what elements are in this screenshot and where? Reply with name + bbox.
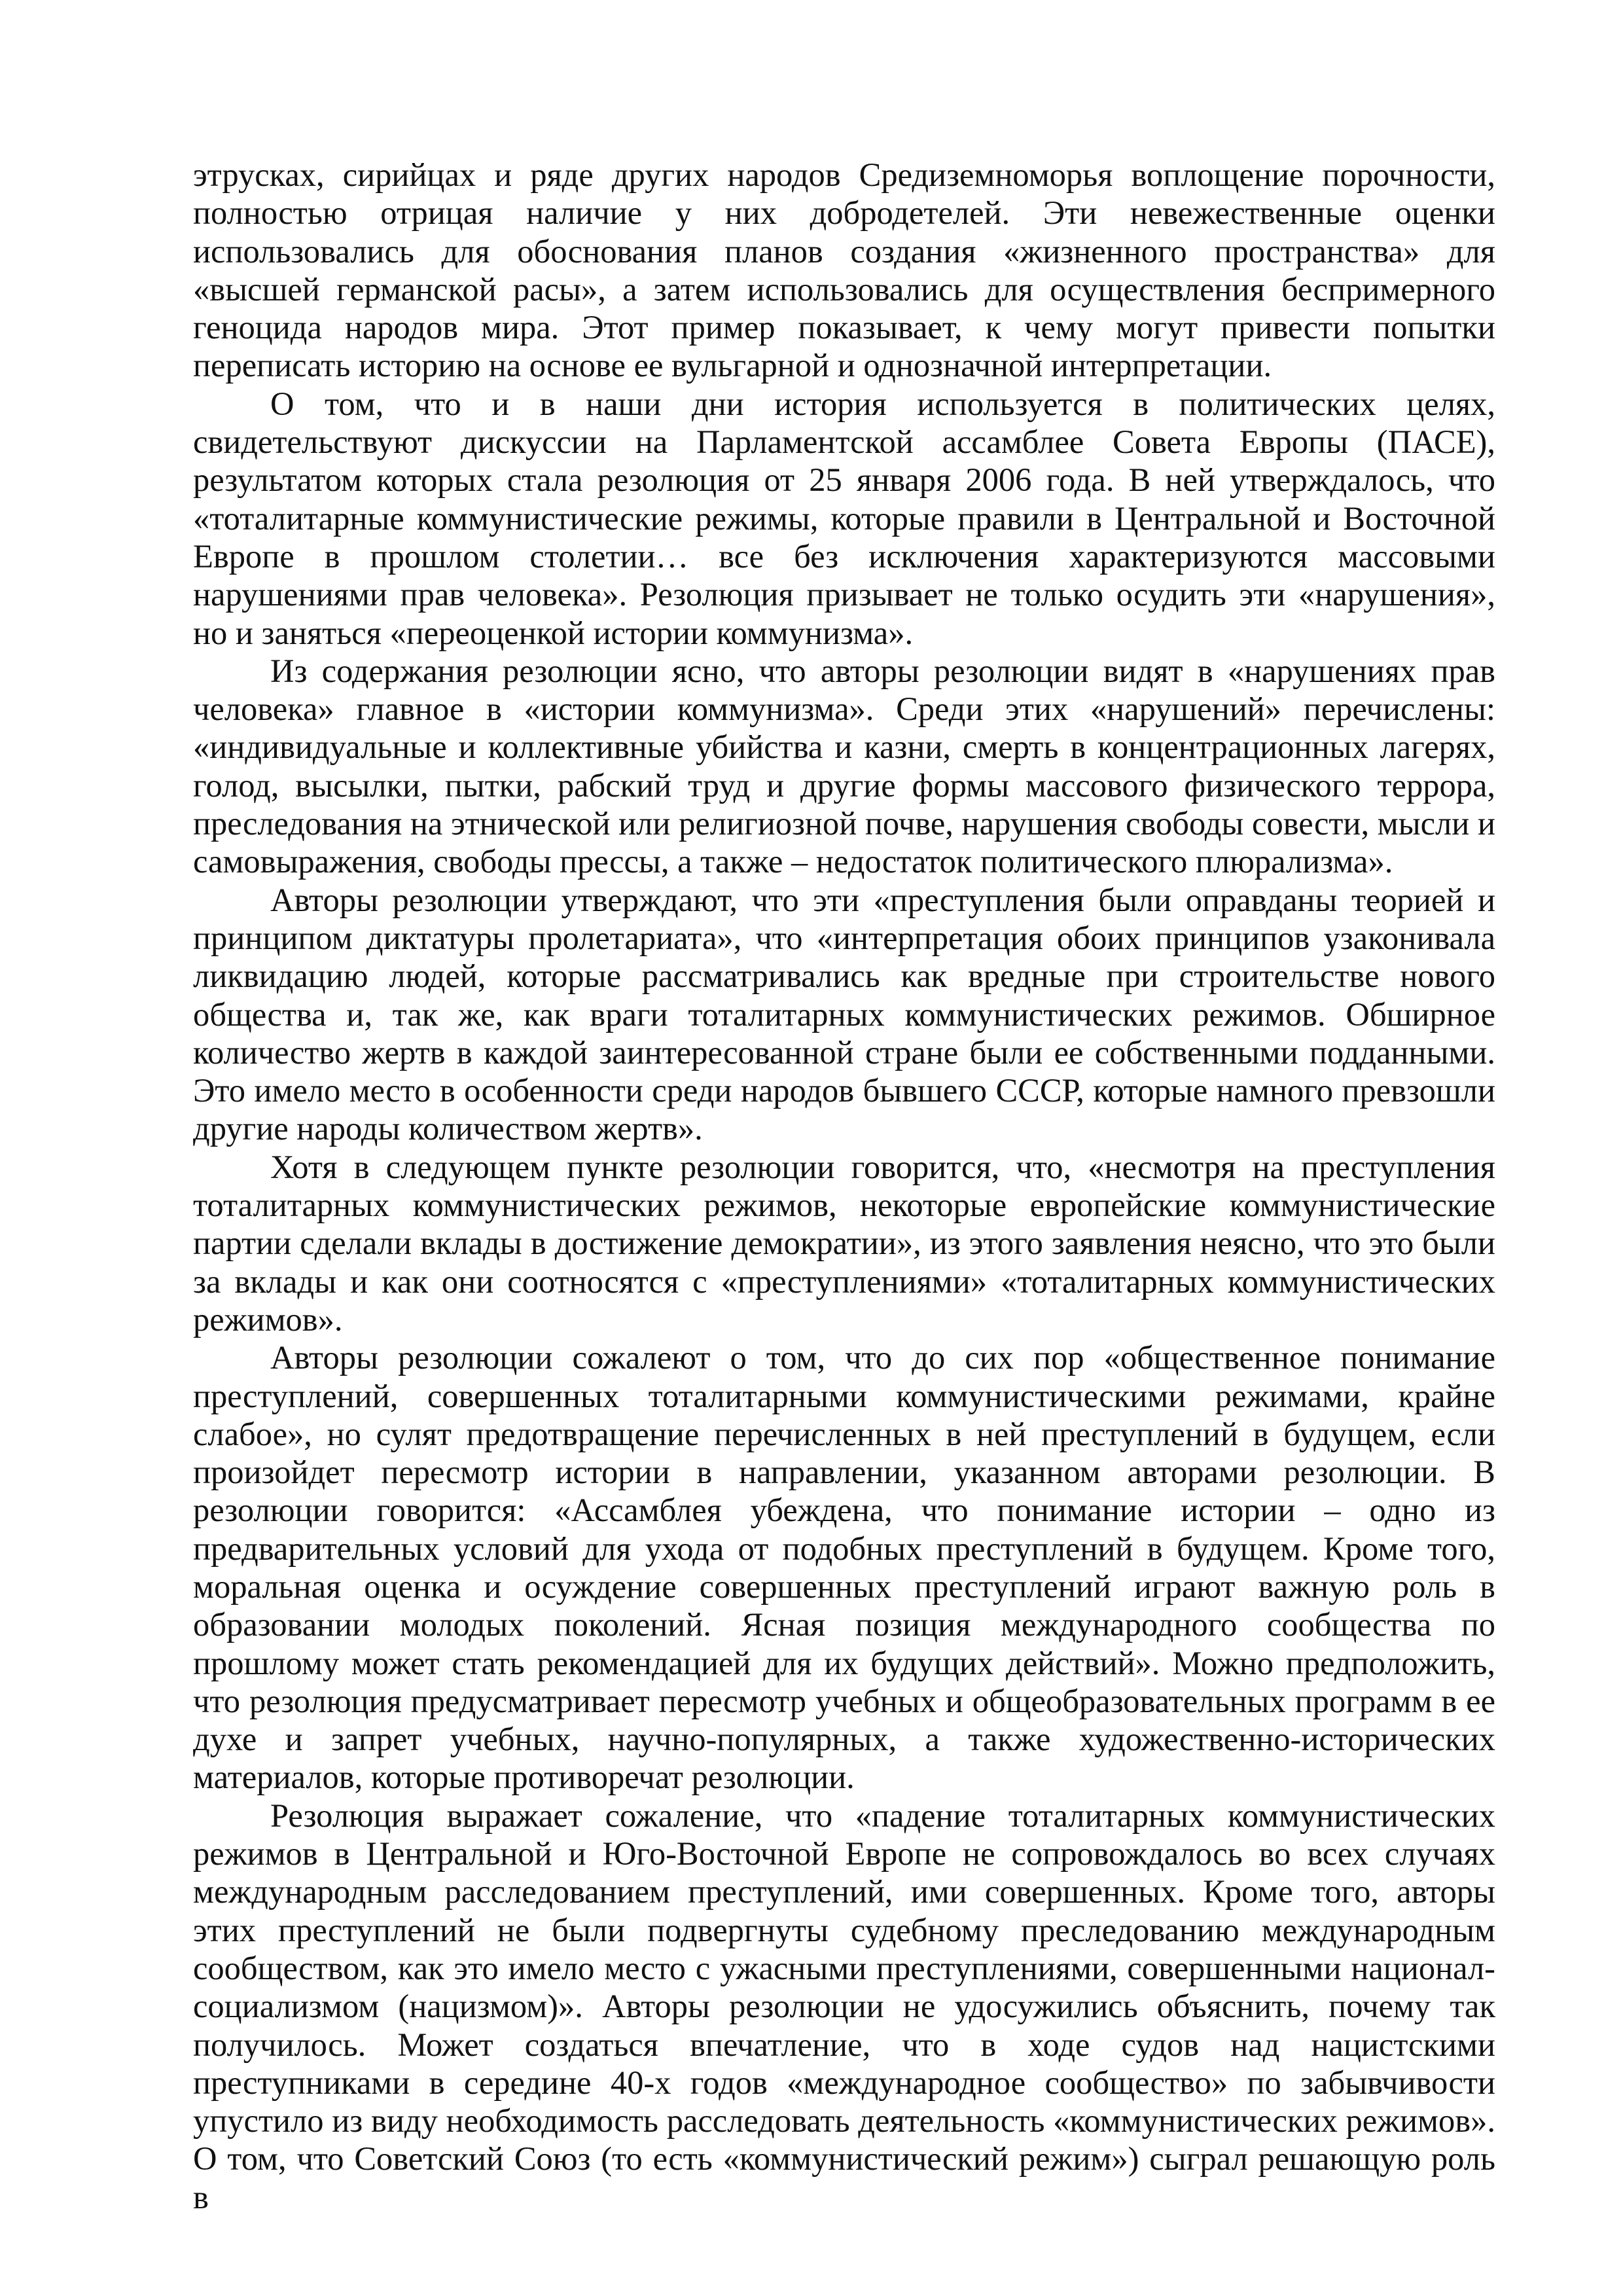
paragraph-4: Авторы резолюции утверждают, что эти «преступления были оправданы теорией и принципом диктатуры пролетариата», что «интерпретация обоих принципов узаконивала ликвидацию людей, которые рассматривались как вредные при строительстве нового общества и, так же, как враги тоталитарных коммунистических режимов. Обширное количество жертв в каждой заинтересованной стране были ее собственными подданными. Это имело место в особенности среди народов бывшего СССР, которые намного превзошли другие народы количеством жертв».: [193, 881, 1495, 1147]
paragraph-1: этрусках, сирийцах и ряде других народов Средиземноморья воплощение порочности, полностью отрицая наличие у них добродетелей. Эти невежественные оценки использовались для обоснования планов создания «жизненного пространства» для «высшей германской расы», а затем использовались для осуществления беспримерного геноцида народов мира. Этот пример показывает, к чему могут привести попытки переписать историю на основе ее вульгарной и однозначной интерпретации.: [193, 156, 1495, 384]
paragraph-2: О том, что и в наши дни история используется в политических целях, свидетельствуют дискуссии на Парламентской ассамблее Совета Европы (ПАСЕ), результатом которых стала резолюция от 25 января 2006 года. В ней утверждалось, что «тоталитарные коммунистические режимы, которые правили в Центральной и Восточной Европе в прошлом столетии… все без исключения характеризуются массовыми нарушениями прав человека». Резолюция призывает не только осудить эти «нарушения», но и заняться «переоценкой истории коммунизма».: [193, 385, 1495, 651]
paragraph-6: Авторы резолюции сожалеют о том, что до сих пор «общественное понимание преступлений, совершенных тоталитарными коммунистическими режимами, крайне слабое», но сулят предотвращение перечисленных в ней преступлений в будущем, если произойдет пересмотр истории в направлении, указанном авторами резолюции. В резолюции говорится: «Ассамблея убеждена, что понимание истории – одно из предварительных условий для ухода от подобных преступлений в будущем. Кроме того, моральная оценка и осуждение совершенных преступлений играют важную роль в образовании молодых поколений. Ясная позиция международного сообщества по прошлому может стать рекомендацией для их будущих действий». Можно предположить, что резолюция предусматривает пересмотр учебных и общеобразовательных программ в ее духе и запрет учебных, научно-популярных, а также художественно-исторических материалов, которые противоречат резолюции.: [193, 1339, 1495, 1796]
document-page: [193, 156, 1495, 2216]
paragraph-3: Из содержания резолюции ясно, что авторы резолюции видят в «нарушениях прав человека» главное в «истории коммунизма». Среди этих «нарушений» перечислены: «индивидуальные и коллективные убийства и казни, смерть в концентрационных лагерях, голод, высылки, пытки, рабский труд и другие формы массового физического террора, преследования на этнической или религиозной почве, нарушения свободы совести, мысли и самовыражения, свободы прессы, а также – недостаток политического плюрализма».: [193, 652, 1495, 880]
paragraph-5: Хотя в следующем пункте резолюции говорится, что, «несмотря на преступления тоталитарных коммунистических режимов, некоторые европейские коммунистические партии сделали вклады в достижение демократии», из этого заявления неясно, что это были за вклады и как они соотносятся с «преступлениями» «тоталитарных коммунистических режимов».: [193, 1148, 1495, 1338]
paragraph-7: Резолюция выражает сожаление, что «падение тоталитарных коммунистических режимов в Центральной и Юго-Восточной Европе не сопровождалось во всех случаях международным расследованием преступлений, ими совершенных. Кроме того, авторы этих преступлений не были подвергнуты судебному преследованию международным сообществом, как это имело место с ужасными преступлениями, совершенными национал-социализмом (нацизмом)». Авторы резолюции не удосужились объяснить, почему так получилось. Может создаться впечатление, что в ходе судов над нацистскими преступниками в середине 40-х годов «международное сообщество» по забывчивости упустило из виду необходимость расследовать деятельность «коммунистических режимов». О том, что Советский Союз (то есть «коммунистический режим») сыграл решающую роль в: [193, 1797, 1495, 2215]
